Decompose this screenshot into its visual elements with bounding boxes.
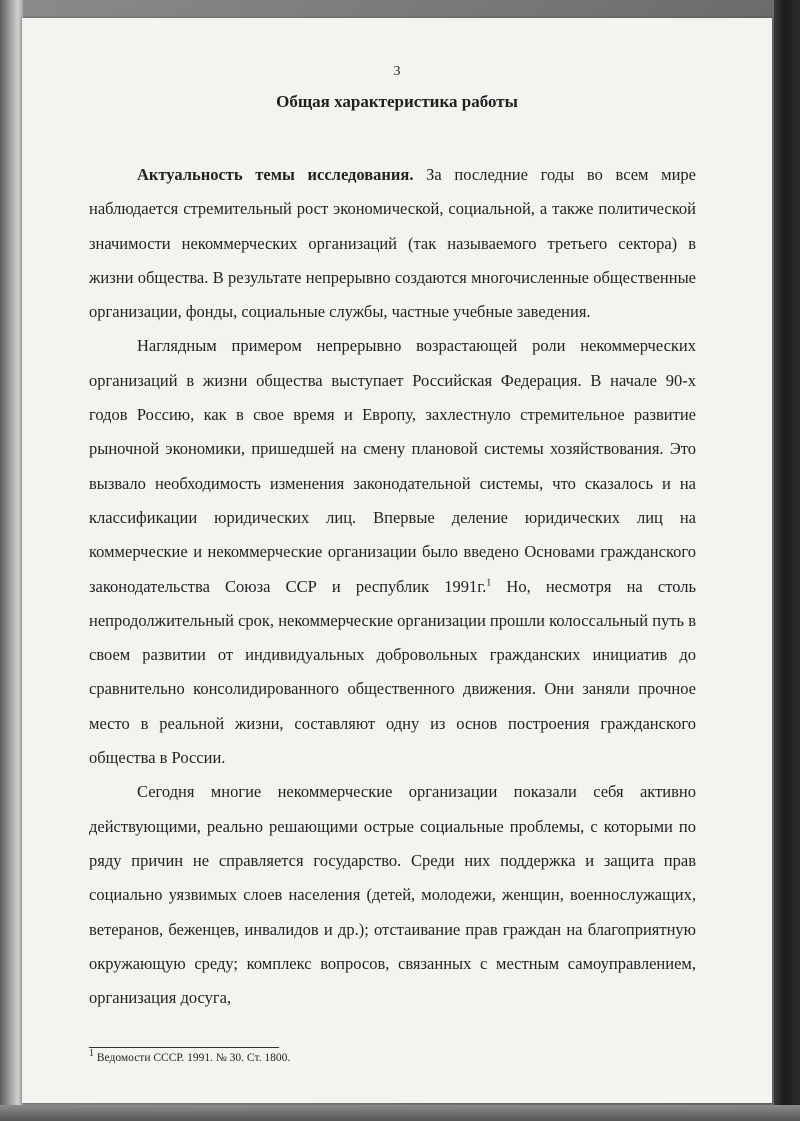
paragraph-text: За последние годы во всем мире наблюдается стремительный рост экономической, социальной, а также политической значимости некоммерческих организаций (так называемого третьего сектора) в жизни общества. В результате непрерывно создаются многочисленные общественные организации, фонды, социальные службы, частные учебные заведения.	[89, 165, 697, 322]
paragraph-text: Наглядным примером непрерывно возрастающей роли некоммерческих организаций в жизни общества выступает Российская Федерация. В начале 90-х годов Россию, как в свое время и Европу, захлестнуло стремительное развитие рыночной экономики, пришедшей на смену плановой системы хозяйствования. Это вызвало необходимость изменения законодательной системы, что сказалось и на классификации юридических лиц. Впервые деление юридических лиц на коммерческие и некоммерческие организации было введено Основами гражданского законодательства Союза ССР и республик 1991г.	[89, 336, 696, 596]
paragraph-relevance	[89, 158, 696, 329]
body-text	[89, 158, 696, 1015]
paragraph-text: Но, несмотря на столь непродолжительный срок, некоммерческие организации прошли колоссальный путь в своем развитии от индивидуальных добровольных гражданских инициатив до сравнительно консолидированного общественного движения. Они заняли прочное место в реальной жизни, составляют одну из основ построения гражданского общества в России.	[89, 576, 696, 768]
scanner-edge-right	[774, 0, 800, 1121]
footnote	[89, 1048, 291, 1064]
footnote-divider	[89, 1047, 279, 1048]
paragraph-text: Сегодня многие некоммерческие организации показали себя активно действующими, реально решающими острые социальные проблемы, с которыми по ряду причин не справляется государство. Среди них поддержка и защита прав социально уязвимых слоев населения (детей, молодежи, женщин, военнослужащих, ветеранов, беженцев, инвалидов и др.); отстаивание прав граждан на благоприятную окружающую среду; комплекс вопросов, связанных с местным самоуправлением, организация досуга,	[89, 782, 696, 1008]
page-title: Общая характеристика работы	[276, 92, 518, 111]
paragraph-today	[89, 775, 696, 1015]
document-page	[22, 18, 772, 1103]
scanner-edge-bottom	[0, 1105, 800, 1121]
paragraph-lead: Актуальность темы исследования.	[137, 165, 414, 184]
paragraph-russia-example	[89, 329, 696, 775]
footnote-text: Ведомости СССР. 1991. № 30. Ст. 1800.	[94, 1052, 291, 1064]
footnote-marker: 1	[89, 1048, 94, 1060]
footnote-reference[interactable]: 1	[486, 577, 492, 589]
page-number: 3	[393, 64, 401, 79]
